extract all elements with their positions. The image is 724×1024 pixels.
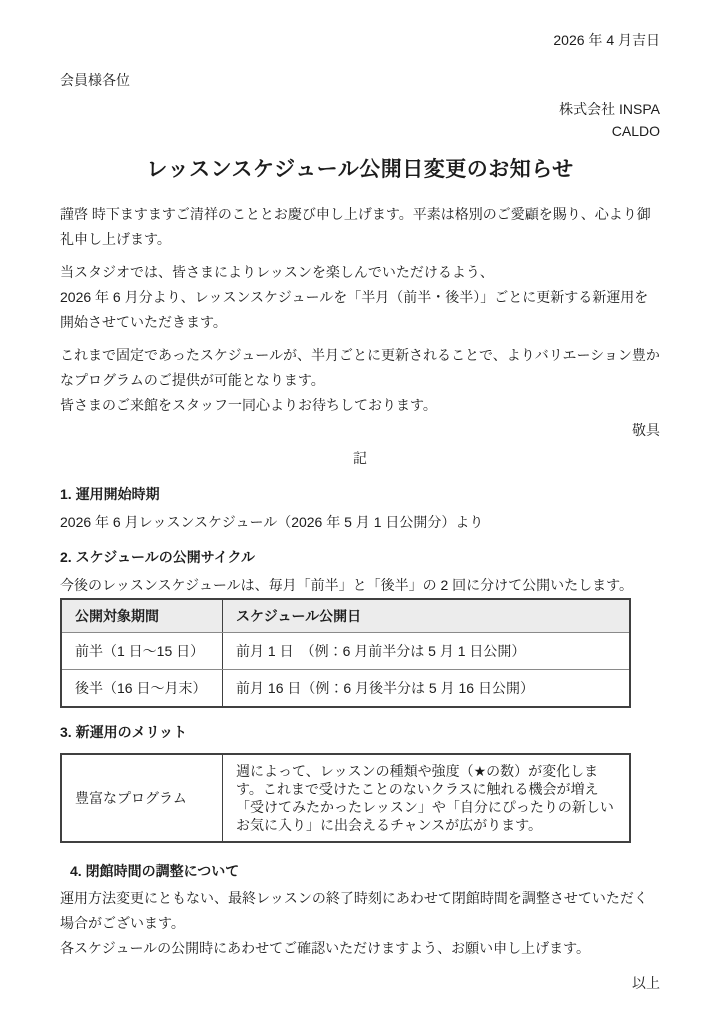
greeting-paragraph: 謹啓 時下ますますご清祥のこととお慶び申し上げます。平素は格別のご愛顧を賜り、心より御礼申し上げます。 <box>60 206 651 247</box>
section-2-heading: 2. スケジュールの公開サイクル <box>60 549 256 565</box>
table-row <box>61 754 630 842</box>
section-4-body-line-2: 各スケジュールの公開時にあわせてご確認いただけますよう、お願い申し上げます。 <box>60 940 591 956</box>
benefit-paragraph <box>60 343 660 418</box>
benefit-line-1: これまで固定であったスケジュールが、半月ごとに更新されることで、よりバリエーション豊かなプログラムのご提供が可能となります。 <box>60 347 660 388</box>
closing-word-keigu: 敬具 <box>632 422 660 438</box>
section-4-body-line-1: 運用方法変更にともない、最終レッスンの終了時刻にあわせて閉館時間を調整させていただく場合がございます。 <box>60 890 648 931</box>
benefit-line-2: 皆さまのご来館をスタッフ一同心よりお待ちしております。 <box>60 397 437 413</box>
table-row <box>61 633 630 670</box>
intro-paragraph <box>60 260 660 335</box>
sender-block <box>60 98 660 142</box>
section-1-heading: 1. 運用開始時期 <box>60 486 160 502</box>
intro-line-1: 当スタジオでは、皆さまによりレッスンを楽しんでいただけるよう、 <box>60 264 494 280</box>
document-title: レッスンスケジュール公開日変更のお知らせ <box>146 158 574 181</box>
merit-row-description: 週によって、レッスンの種類や強度（★の数）が変化します。これまで受けたことのないクラスに触れる機会が増え「受けてみたかったレッスン」や「自分にぴったりの新しいお気に入り」に出会えるチャンスが広がります。 <box>222 754 630 842</box>
section-4-heading: 4. 閉館時間の調整について <box>70 863 240 879</box>
table-row <box>61 670 630 708</box>
recipient: 会員様各位 <box>60 72 130 88</box>
record-marker-ki: 記 <box>353 450 367 466</box>
intro-line-2: 2026 年 6 月分より、レッスンスケジュールを「半月（前半・後半）」ごとに更新する新運用を開始させていただきます。 <box>60 289 649 330</box>
publish-cycle-table <box>60 598 631 708</box>
cycle-row1-period: 前半（1 日～15 日） <box>61 633 223 670</box>
cycle-row1-publish-date: 前月 1 日 （例：6 月前半分は 5 月 1 日公開） <box>223 633 630 670</box>
sender-brand: CALDO <box>611 123 660 139</box>
merit-table <box>60 753 631 843</box>
end-word-ijou: 以上 <box>632 975 660 991</box>
cycle-table-header-row <box>61 599 630 633</box>
merit-row-label: 豊富なプログラム <box>61 754 222 842</box>
sender-company: 株式会社 INSPA <box>559 101 660 117</box>
section-1-body: 2026 年 6 月レッスンスケジュール（2026 年 5 月 1 日公開分）より <box>60 514 484 530</box>
cycle-row2-period: 後半（16 日～月末） <box>61 670 223 708</box>
cycle-row2-publish-date: 前月 16 日（例：6 月後半分は 5 月 16 日公開） <box>223 670 630 708</box>
section-4-body <box>60 886 660 961</box>
section-3-heading: 3. 新運用のメリット <box>60 724 188 740</box>
document-date: 2026 年 4 月吉日 <box>553 32 660 48</box>
cycle-table-header-period: 公開対象期間 <box>61 599 223 633</box>
section-2-body: 今後のレッスンスケジュールは、毎月「前半」と「後半」の 2 回に分けて公開いたします。 <box>60 577 634 593</box>
cycle-table-header-publish-date: スケジュール公開日 <box>223 599 630 633</box>
